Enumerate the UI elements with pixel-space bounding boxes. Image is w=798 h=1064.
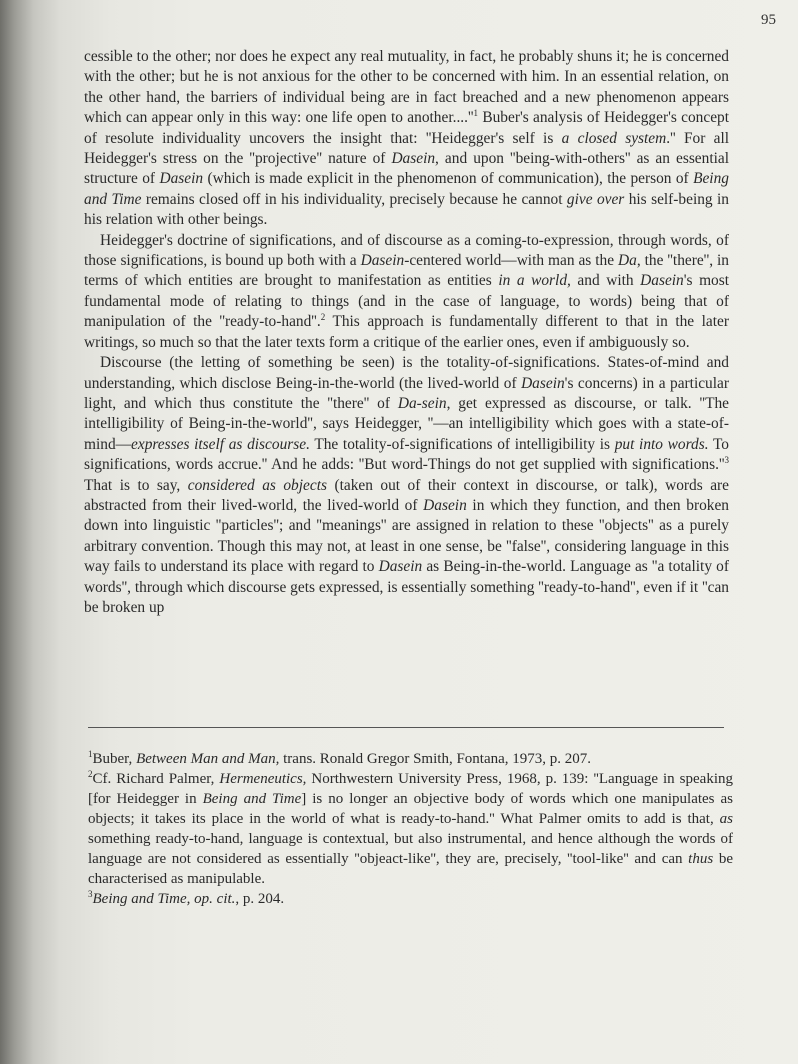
paragraph-2: Heidegger's doctrine of significations, and of discourse as a coming-to-expression, through words, of those significations, is bound up both with a Dasein-centered world—with man as the Da, the ''there'', in terms of which entities are brought to manifestation as entities in a world, and with Dasein's most fundamental mode of relating to things (and in the case of language, to words) being that of manipulation of the ''ready-to-hand''.$^2$ This approach is fundamentally different to that in the later writings, so much so that the later texts form a critique of the earlier ones, even if ambiguously so. bbox=[84, 231, 730, 351]
footnote-divider bbox=[88, 727, 724, 728]
page-number: 95 bbox=[761, 12, 776, 28]
paragraph-3: Discourse (the letting of something be seen) is the totality-of-significations. States-of-mind and understanding, which disclose Being-in-the-world (the lived-world of Dasein's concerns) in a particular light, and which thus constitute the ''there'' of Da-sein, get expressed as discourse, or talk. ''The intelligibility of Being-in-the-world'', says Heidegger, ''—an intelligibility which goes with a state-of-mind—expresses itself as discourse. The totality-of-significations of intelligibility is put into words. To significations, words accrue.'' And he adds: ''But word-Things do not get supplied with $significations.''^3$ That is to say, considered as objects (taken out of their context in discourse, or talk), words are abstracted from their lived-world, the lived-world of Dasein in which they function, and then broken down into linguistic ''particles''; and ''meanings'' are assigned in relation to these ''objects'' as a purely arbitrary convention. Though this may not, at least in one sense, be ''false'', considering language in this way fails to understand its place with regard to Dasein as Being-in-the-world. Language as ''a totality of words'', through which discourse gets expressed, is essentially something ''ready-to-hand'', even if it ''can be broken up bbox=[84, 354, 729, 616]
footnote-ref-3: 3 bbox=[724, 455, 729, 465]
footnote-ref-2: 2 bbox=[320, 312, 326, 323]
footnote-2: $^2$Cf. Richard Palmer, Hermeneutics, Northwestern University Press, 1968, p. 139: ''Language in speaking [for Heidegger in Being and Time] is no longer an objective body of words which one manipulates as objects; it takes its place in the world of what is ready-to-hand.'' What Palmer omits to add is that, as something ready-to-hand, language is contextual, but also instrumental, and hence although the words of language are not considered as essentially ''objeact-like'', they are, precisely, ''tool-like'' and can thus be characterised as manipulable. bbox=[88, 769, 733, 887]
footnote-3: $^3$Being and Time, op. cit., p. 204. bbox=[88, 889, 285, 907]
paragraph-1: cessible to the other; nor does he expect any real mutuality, in fact, he probably shuns it; he is concerned with the other; but he is not anxious for the other to be concerned with him. In an essential relation, on the other hand, the barriers of individual being are in fact breached and a new phenomenon appears which can appear only in this way: one life open to $another....''^1$ Buber's analysis of Heidegger's concept of resolute individuality uncovers the insight that: ''Heidegger's self is a closed system.'' For all Heidegger's stress on the ''projective'' nature of Dasein, and upon ''being-with-others'' as an essential structure of Dasein (which is made explicit in the phenomenon of communication), the person of Being and Time remains closed off in his individuality, precisely because he cannot give over his self-being in his relation with other beings. bbox=[84, 48, 730, 229]
footnote-1: $^1$Buber, Between Man and Man, trans. Ronald Gregor Smith, Fontana, 1973, p. 207. bbox=[88, 749, 592, 767]
footnote-ref-1: 1 bbox=[473, 108, 479, 119]
body-text bbox=[84, 47, 729, 618]
footnotes bbox=[88, 749, 733, 909]
